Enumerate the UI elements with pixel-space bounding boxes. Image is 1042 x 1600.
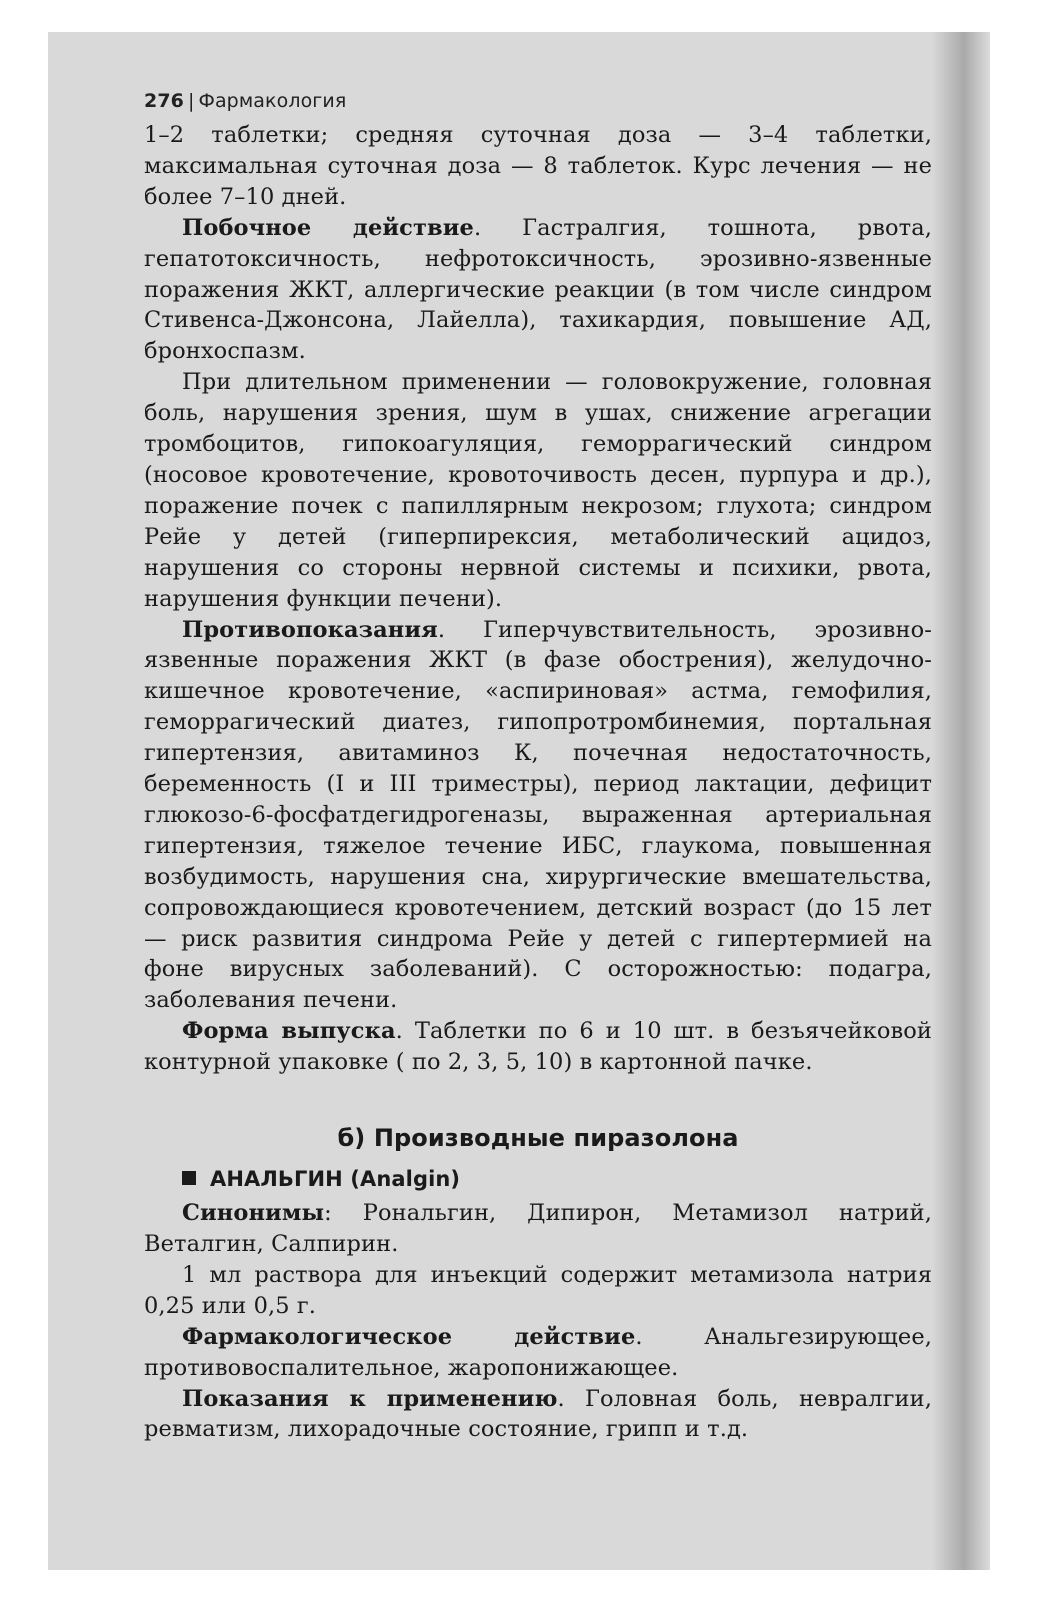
pharmacological-action-text: . Анальгезирующее, противовоспалительное, жаропонижающее. — [144, 1323, 932, 1381]
indications-paragraph — [144, 1384, 932, 1446]
pharmacological-action-paragraph — [144, 1322, 932, 1384]
dosage-paragraph: 1–2 таблетки; средняя суточная доза — 3–4 таблетки, максимальная суточная доза — 8 таблеток. Курс лечения — не более 7–10 дней. — [144, 122, 932, 210]
pharmacological-action-label: Фармакологическое действие — [182, 1323, 636, 1350]
section-heading: б) Производные пиразолона — [337, 1124, 739, 1153]
indications-label: Показания к применению — [182, 1385, 558, 1412]
header-separator: | — [187, 90, 195, 112]
contraindications-paragraph — [144, 615, 932, 1017]
release-form-paragraph — [144, 1016, 932, 1078]
page-gutter-shadow — [932, 32, 990, 1570]
side-effects-paragraph — [144, 213, 932, 368]
contraindications-text: . Гиперчувствительность, эрозивно-язвенные поражения ЖКТ (в фазе обострения), желудочно-кишечное кровотечение, «аспириновая» астма, гемофилия, геморрагический диатез, гипопротромбинемия, портальная гипертензия, авитаминоз К, почечная недостаточность, беременность (I и III триместры), период лактации, дефицит глюкозо-6-фосфатдегидрогеназы, выраженная артериальная гипертензия, тяжелое течение ИБС, глаукома, повышенная возбудимость, нарушения сна, хирургические вмешательства, сопровождающиеся кровотечением, детский возраст (до 15 лет — риск развития синдрома Рейе у детей с гипертермией на фоне вирусных заболеваний). С осторожностью: подагра, заболевания печени. — [144, 616, 932, 1014]
side-effects-label: Побочное действие — [182, 214, 474, 241]
synonyms-label: Синонимы — [182, 1200, 325, 1227]
drug-heading — [144, 1164, 932, 1194]
page-content — [144, 88, 932, 1445]
page-number: 276 — [144, 90, 184, 112]
composition-paragraph: 1 мл раствора для инъекций содержит метамизола натрия 0,25 или 0,5 г. — [144, 1261, 932, 1319]
contraindications-label: Противопоказания — [182, 616, 438, 643]
synonyms-text: : Рональгин, Дипирон, Метамизол натрий, Веталгин, Салпирин. — [144, 1200, 932, 1257]
square-bullet-icon — [182, 1171, 196, 1185]
long-term-use-paragraph: При длительном применении — головокружение, головная боль, нарушения зрения, шум в ушах, снижение агрегации тромбоцитов, гипокоагуляция, геморрагический синдром (носовое кровотечение, кровоточивость десен, пурпура и др.), поражение почек с папиллярным некрозом; глухота; синдром Рейе у детей (гиперпирексия, метаболический ацидоз, нарушения со стороны нервной системы и психики, рвота, нарушения функции печени). — [144, 369, 932, 612]
release-form-text: . Таблетки по 6 и 10 шт. в безъячейковой контурной упаковке ( по 2, 3, 5, 10) в картонной пачке. — [144, 1018, 932, 1076]
side-effects-text: . Гастралгия, тошнота, рвота, гепатотоксичность, нефротоксичность, эрозивно-язвенные поражения ЖКТ, аллергические реакции (в том числе синдром Стивенса-Джонсона, Лайелла), тахикардия, повышение АД, бронхоспазм. — [144, 214, 932, 365]
running-header — [144, 88, 932, 114]
book-page — [48, 32, 990, 1570]
indications-text: . Головная боль, невралгии, ревматизм, лихорадочные состояние, грипп и т.д. — [144, 1385, 932, 1443]
book-title: Фармакология — [198, 90, 347, 112]
synonyms-paragraph — [144, 1198, 932, 1260]
drug-name: АНАЛЬГИН (Analgin) — [210, 1167, 461, 1192]
release-form-label: Форма выпуска — [182, 1018, 396, 1045]
